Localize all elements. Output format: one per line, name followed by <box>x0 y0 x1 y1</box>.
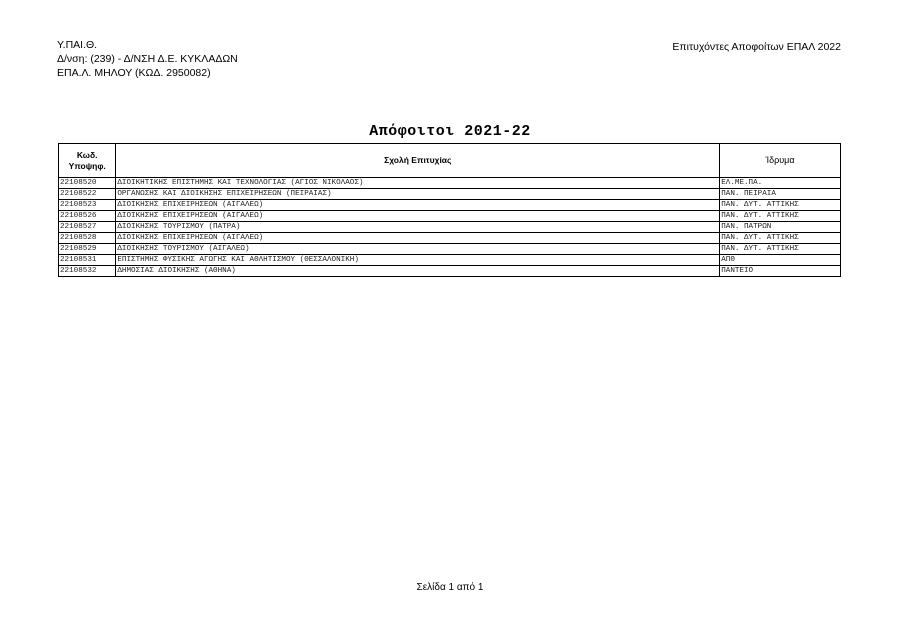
cell-school: ΔΙΟΙΚΗΣΗΣ ΕΠΙΧΕΙΡΗΣΕΩΝ (ΑΙΓΑΛΕΩ) <box>116 211 720 222</box>
header-right: Επιτυχόντες Αποφοίτων ΕΠΑΛ 2022 <box>672 41 841 53</box>
table-header-row <box>59 144 841 178</box>
school-line: ΕΠΑ.Λ. ΜΗΛΟΥ (ΚΩΔ. 2950082) <box>57 67 211 79</box>
ministry-line: Υ.ΠΑΙ.Θ. <box>57 39 98 51</box>
cell-school: ΔΙΟΙΚΗΣΗΣ ΤΟΥΡΙΣΜΟΥ (ΑΙΓΑΛΕΩ) <box>116 244 720 255</box>
cell-code: 22108523 <box>59 200 116 211</box>
cell-school: ΔΗΜΟΣΙΑΣ ΔΙΟΙΚΗΣΗΣ (ΑΘΗΝΑ) <box>116 266 720 277</box>
page-footer: Σελίδα 1 από 1 <box>416 582 484 593</box>
header-left <box>57 38 238 80</box>
cell-code: 22108531 <box>59 255 116 266</box>
col-header-institution: Ίδρυμα <box>720 144 841 178</box>
cell-institution: ΠΑΝ. ΠΕΙΡΑΙΑ <box>720 189 841 200</box>
cell-institution: ΠΑΝ. ΔΥΤ. ΑΤΤΙΚΗΣ <box>720 244 841 255</box>
cell-institution: ΠΑΝ. ΔΥΤ. ΑΤΤΙΚΗΣ <box>720 211 841 222</box>
table-row <box>59 211 841 222</box>
cell-code: 22108527 <box>59 222 116 233</box>
cell-school: ΔΙΟΙΚΗΣΗΣ ΕΠΙΧΕΙΡΗΣΕΩΝ (ΑΙΓΑΛΕΩ) <box>116 200 720 211</box>
cell-code: 22108528 <box>59 233 116 244</box>
cell-institution: ΠΑΝ. ΔΥΤ. ΑΤΤΙΚΗΣ <box>720 200 841 211</box>
table-row <box>59 233 841 244</box>
table-row <box>59 244 841 255</box>
cell-school: ΟΡΓΑΝΩΣΗΣ ΚΑΙ ΔΙΟΙΚΗΣΗΣ ΕΠΙΧΕΙΡΗΣΕΩΝ (ΠΕΙΡΑΙΑΣ) <box>116 189 720 200</box>
cell-institution: ΕΛ.ΜΕ.ΠΑ. <box>720 178 841 189</box>
cell-code: 22108522 <box>59 189 116 200</box>
table-row <box>59 178 841 189</box>
cell-institution: ΠΑΝΤΕΙΟ <box>720 266 841 277</box>
cell-code: 22108520 <box>59 178 116 189</box>
results-table <box>58 143 841 277</box>
table-row <box>59 255 841 266</box>
cell-school: ΔΙΟΙΚΗΤΙΚΗΣ ΕΠΙΣΤΗΜΗΣ ΚΑΙ ΤΕΧΝΟΛΟΓΙΑΣ (ΑΓΙΟΣ ΝΙΚΟΛΑΟΣ) <box>116 178 720 189</box>
cell-code: 22108529 <box>59 244 116 255</box>
col-header-code: Κωδ. Υποψηφ. <box>59 144 116 178</box>
cell-school: ΕΠΙΣΤΗΜΗΣ ΦΥΣΙΚΗΣ ΑΓΩΓΗΣ ΚΑΙ ΑΘΛΗΤΙΣΜΟΥ (ΘΕΣΣΑΛΟΝΙΚΗ) <box>116 255 720 266</box>
cell-code: 22108532 <box>59 266 116 277</box>
table-row <box>59 266 841 277</box>
table-row <box>59 200 841 211</box>
table-row <box>59 222 841 233</box>
cell-school: ΔΙΟΙΚΗΣΗΣ ΕΠΙΧΕΙΡΗΣΕΩΝ (ΑΙΓΑΛΕΩ) <box>116 233 720 244</box>
cell-code: 22108526 <box>59 211 116 222</box>
cell-institution: ΑΠΘ <box>720 255 841 266</box>
col-header-school: Σχολή Επιτυχίας <box>116 144 720 178</box>
table-row <box>59 189 841 200</box>
page-title: Απόφοιτοι 2021-22 <box>369 123 531 140</box>
cell-school: ΔΙΟΙΚΗΣΗΣ ΤΟΥΡΙΣΜΟΥ (ΠΑΤΡΑ) <box>116 222 720 233</box>
cell-institution: ΠΑΝ. ΔΥΤ. ΑΤΤΙΚΗΣ <box>720 233 841 244</box>
directorate-line: Δ/νση: (239) - Δ/ΝΣΗ Δ.Ε. ΚΥΚΛΑΔΩΝ <box>57 53 238 65</box>
cell-institution: ΠΑΝ. ΠΑΤΡΩΝ <box>720 222 841 233</box>
